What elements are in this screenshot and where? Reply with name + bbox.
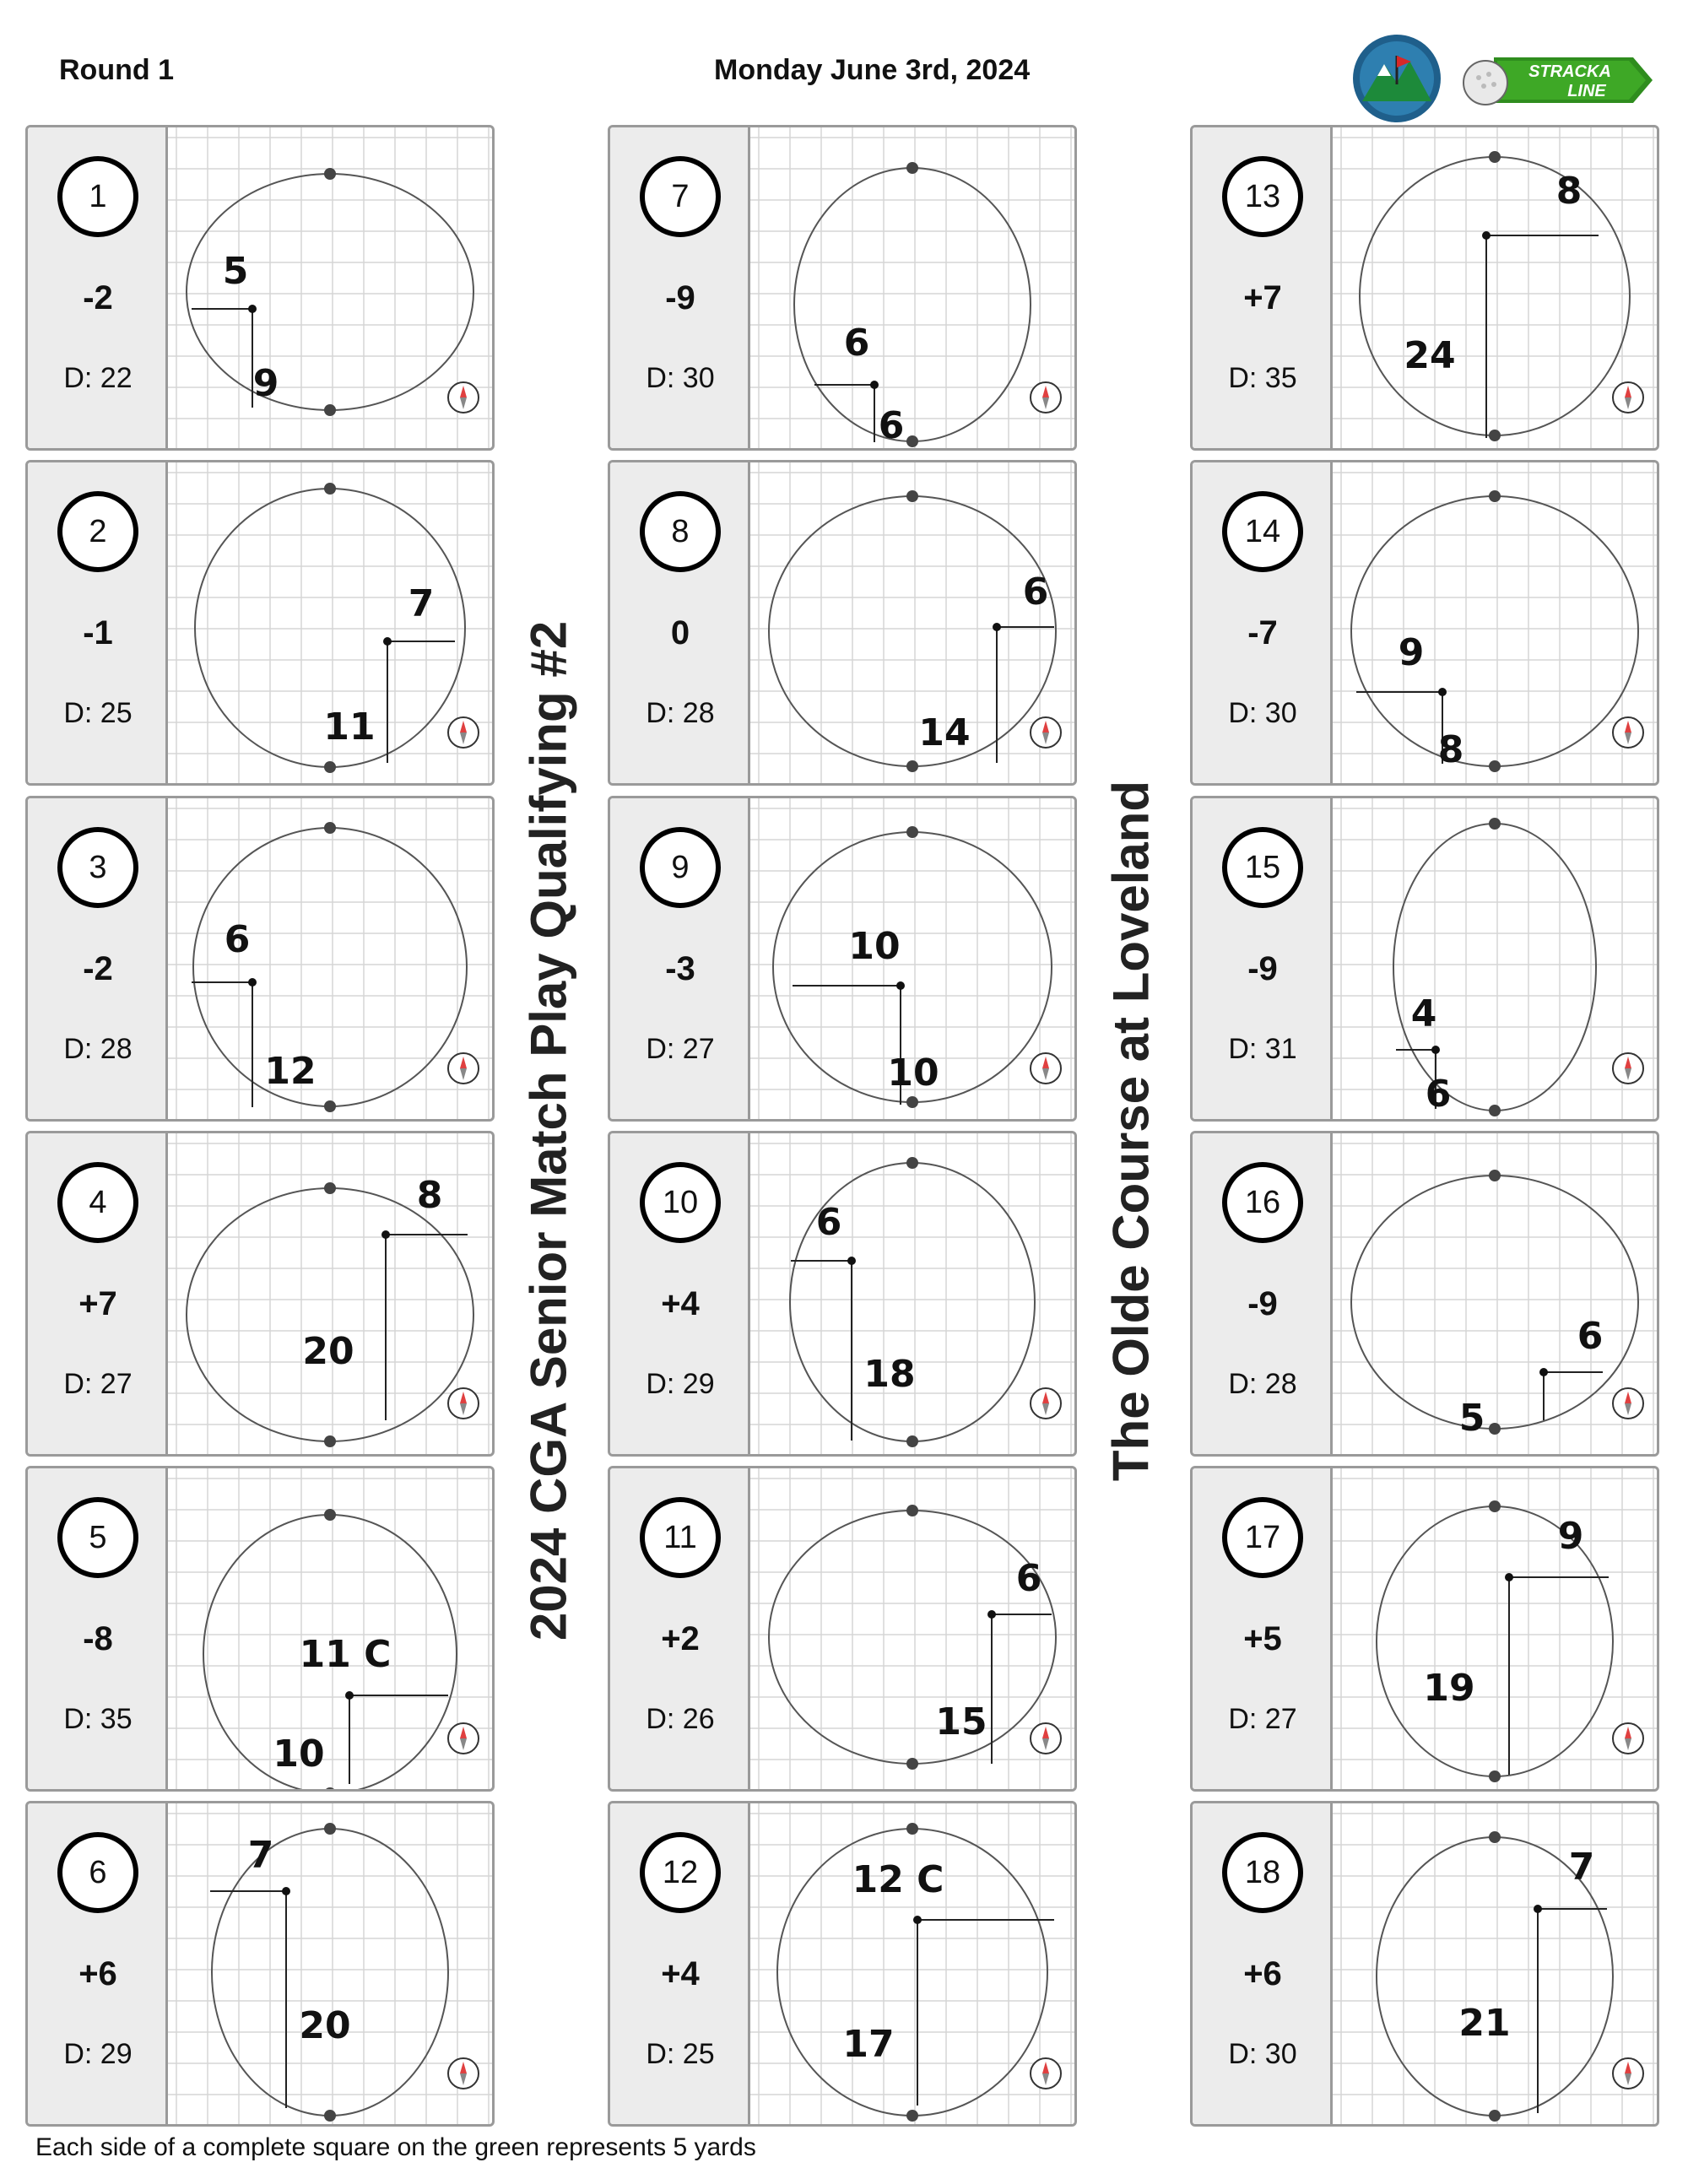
compass-icon — [1031, 1053, 1061, 1084]
green-top-marker — [906, 490, 918, 502]
pin-position: -9 — [665, 279, 695, 316]
green-depth: D: 27 — [1228, 1703, 1297, 1735]
green-bottom-marker — [906, 2110, 918, 2122]
green-diagram — [168, 1468, 492, 1789]
hole-card-7 — [608, 125, 1077, 451]
green-top-marker — [906, 1157, 918, 1169]
green-depth: D: 29 — [63, 2038, 133, 2070]
green-bottom-marker — [906, 1435, 918, 1447]
hole-info-panel — [610, 1133, 750, 1454]
side-distance-label: 9 — [1398, 631, 1425, 674]
green-top-marker — [1489, 1500, 1501, 1512]
green-outline — [187, 1188, 473, 1441]
green-grid — [750, 1133, 1074, 1454]
side-distance-label: 6 — [224, 918, 251, 961]
green-top-marker — [906, 162, 918, 174]
green-bottom-marker — [1489, 760, 1501, 772]
green-diagram — [168, 462, 492, 783]
compass-icon — [1031, 717, 1061, 748]
hole-card-11 — [608, 1466, 1077, 1792]
green-diagram — [1333, 1133, 1657, 1454]
hole-number: 17 — [1222, 1497, 1303, 1578]
green-diagram — [1333, 127, 1657, 448]
green-bottom-marker — [1489, 1770, 1501, 1782]
green-diagram — [750, 1803, 1074, 2124]
hole-number: 12 — [640, 1832, 721, 1913]
compass-icon — [1613, 1723, 1643, 1754]
pin-position: -8 — [83, 1620, 113, 1657]
green-depth: D: 30 — [1228, 697, 1297, 729]
green-outline — [1351, 496, 1638, 766]
green-diagram — [168, 1133, 492, 1454]
hole-info-panel — [1193, 1133, 1333, 1454]
pin-location-marker — [1482, 231, 1491, 240]
hole-card-9 — [608, 796, 1077, 1122]
green-diagram — [168, 798, 492, 1119]
hole-card-14 — [1190, 460, 1659, 786]
pin-position: -9 — [1247, 1285, 1278, 1322]
front-distance-label: 11 — [323, 705, 376, 749]
green-top-marker — [324, 1182, 336, 1194]
green-bottom-marker — [324, 2110, 336, 2122]
pin-position: +6 — [1243, 1955, 1282, 1992]
green-bottom-marker — [324, 1435, 336, 1447]
hole-number: 8 — [640, 491, 721, 572]
pin-position: +4 — [661, 1955, 700, 1992]
compass-icon — [448, 1053, 479, 1084]
hole-card-15 — [1190, 796, 1659, 1122]
green-grid — [168, 1803, 492, 2124]
pin-position: -1 — [83, 614, 113, 651]
green-diagram — [750, 798, 1074, 1119]
hole-card-4 — [25, 1131, 495, 1457]
green-bottom-marker — [906, 1096, 918, 1108]
hole-info-panel — [28, 1468, 168, 1789]
compass-icon — [448, 1723, 479, 1754]
hole-card-17 — [1190, 1466, 1659, 1792]
green-bottom-marker — [906, 1758, 918, 1770]
green-grid — [168, 798, 492, 1119]
hole-info-panel — [610, 798, 750, 1119]
green-depth: D: 28 — [1228, 1368, 1297, 1400]
green-diagram — [168, 127, 492, 448]
green-top-marker — [324, 1823, 336, 1835]
hole-number: 15 — [1222, 827, 1303, 908]
compass-icon — [1613, 1053, 1643, 1084]
green-outline — [794, 168, 1031, 441]
hole-card-2 — [25, 460, 495, 786]
green-grid — [1333, 127, 1657, 448]
green-grid — [750, 127, 1074, 448]
front-distance-label: 10 — [273, 1733, 325, 1776]
green-depth: D: 27 — [646, 1033, 715, 1065]
pin-location-marker — [896, 981, 905, 990]
compass-icon — [448, 717, 479, 748]
side-distance-label: 8 — [416, 1174, 443, 1217]
pin-location-marker — [847, 1257, 856, 1265]
hole-card-12 — [608, 1801, 1077, 2127]
green-diagram — [1333, 1468, 1657, 1789]
hole-number: 6 — [57, 1832, 138, 1913]
pin-position: +5 — [1243, 1620, 1282, 1657]
green-depth: D: 28 — [646, 697, 715, 729]
side-distance-label: 12 C — [852, 1858, 944, 1901]
green-grid — [750, 462, 1074, 783]
green-top-marker — [324, 822, 336, 834]
pin-position: +7 — [78, 1285, 117, 1322]
front-distance-label: 8 — [1437, 728, 1464, 771]
compass-icon — [1613, 382, 1643, 413]
side-distance-label: 10 — [848, 925, 901, 968]
hole-info-panel — [28, 798, 168, 1119]
green-bottom-marker — [324, 404, 336, 416]
front-distance-label: 15 — [935, 1700, 987, 1743]
front-distance-label: 9 — [252, 362, 279, 405]
side-distance-label: 5 — [222, 250, 249, 293]
compass-icon — [448, 1388, 479, 1419]
hole-number: 2 — [57, 491, 138, 572]
hole-card-13 — [1190, 125, 1659, 451]
side-distance-label: 7 — [1568, 1846, 1595, 1889]
pin-location-marker — [1438, 688, 1447, 696]
compass-icon — [1031, 382, 1061, 413]
hole-info-panel — [1193, 1803, 1333, 2124]
pin-position: -7 — [1247, 614, 1278, 651]
front-distance-label: 12 — [264, 1050, 316, 1093]
pin-location-marker — [1534, 1905, 1542, 1913]
green-diagram — [1333, 798, 1657, 1119]
hole-info-panel — [610, 1803, 750, 2124]
event-date: Monday June 3rd, 2024 — [714, 54, 1031, 86]
hole-info-panel — [1193, 462, 1333, 783]
green-depth: D: 26 — [646, 1703, 715, 1735]
green-bottom-marker — [906, 435, 918, 447]
green-grid — [1333, 798, 1657, 1119]
green-outline — [769, 496, 1056, 766]
compass-icon — [1031, 2058, 1061, 2089]
side-distance-label: 6 — [1015, 1557, 1042, 1600]
hole-card-3 — [25, 796, 495, 1122]
compass-icon — [1613, 717, 1643, 748]
hole-number: 1 — [57, 156, 138, 237]
green-bottom-marker — [324, 1100, 336, 1112]
hole-info-panel — [610, 127, 750, 448]
side-distance-label: 7 — [408, 582, 435, 625]
pin-position: +4 — [661, 1285, 700, 1322]
pin-location-marker — [248, 305, 257, 313]
side-distance-label: 11 C — [299, 1633, 392, 1676]
green-bottom-marker — [1489, 2110, 1501, 2122]
hole-info-panel — [28, 1133, 168, 1454]
front-distance-label: 19 — [1423, 1667, 1475, 1710]
hole-info-panel — [28, 462, 168, 783]
pin-location-marker — [381, 1230, 390, 1239]
hole-info-panel — [610, 462, 750, 783]
front-distance-label: 17 — [842, 2023, 895, 2066]
pin-location-marker — [870, 381, 879, 389]
pin-position: +2 — [661, 1620, 700, 1657]
hole-card-10 — [608, 1131, 1077, 1457]
green-top-marker — [324, 483, 336, 495]
green-diagram — [750, 127, 1074, 448]
green-depth: D: 35 — [1228, 362, 1297, 394]
event-title: 2024 CGA Senior Match Play Qualifying #2 — [520, 620, 577, 1641]
green-depth: D: 31 — [1228, 1033, 1297, 1065]
pin-location-marker — [1539, 1368, 1548, 1376]
hole-number: 10 — [640, 1162, 721, 1243]
hole-number: 13 — [1222, 156, 1303, 237]
pin-location-marker — [383, 637, 392, 646]
pin-position: -2 — [83, 279, 113, 316]
green-outline — [769, 1511, 1056, 1764]
hole-card-1 — [25, 125, 495, 451]
green-top-marker — [1489, 490, 1501, 502]
pin-location-marker — [993, 623, 1001, 631]
pin-position: -2 — [83, 950, 113, 987]
hole-number: 5 — [57, 1497, 138, 1578]
green-bottom-marker — [1489, 430, 1501, 441]
hole-number: 11 — [640, 1497, 721, 1578]
hole-number: 7 — [640, 156, 721, 237]
green-outline — [1393, 824, 1596, 1111]
front-distance-label: 10 — [887, 1051, 939, 1095]
green-bottom-marker — [1489, 1105, 1501, 1116]
stracka-line-logo-icon — [1460, 52, 1654, 108]
side-distance-label: 4 — [1410, 992, 1437, 1035]
green-bottom-marker — [906, 760, 918, 772]
green-diagram — [168, 1803, 492, 2124]
compass-icon — [1613, 1388, 1643, 1419]
pin-location-marker — [1431, 1046, 1440, 1054]
footer-note: Each side of a complete square on the green represents 5 yards — [35, 2133, 756, 2161]
green-diagram — [1333, 1803, 1657, 2124]
compass-icon — [448, 382, 479, 413]
green-outline — [1351, 1176, 1638, 1429]
green-depth: D: 22 — [63, 362, 133, 394]
green-diagram — [1333, 462, 1657, 783]
side-distance-label: 8 — [1555, 170, 1582, 213]
green-depth: D: 28 — [63, 1033, 133, 1065]
front-distance-label: 21 — [1458, 2002, 1511, 2045]
green-top-marker — [324, 1509, 336, 1521]
green-outline — [1360, 157, 1630, 435]
pin-position: +7 — [1243, 279, 1282, 316]
green-depth: D: 25 — [63, 697, 133, 729]
green-grid — [750, 1803, 1074, 2124]
hole-info-panel — [28, 127, 168, 448]
side-distance-label: 7 — [247, 1834, 274, 1877]
pin-position: 0 — [670, 614, 690, 651]
green-diagram — [750, 1468, 1074, 1789]
green-top-marker — [1489, 151, 1501, 163]
side-distance-label: 6 — [843, 322, 870, 365]
green-bottom-marker — [1489, 1423, 1501, 1435]
front-distance-label: 20 — [302, 1330, 354, 1373]
side-distance-label: 6 — [1022, 570, 1049, 614]
green-depth: D: 30 — [646, 362, 715, 394]
green-depth: D: 27 — [63, 1368, 133, 1400]
green-top-marker — [906, 1823, 918, 1835]
hole-info-panel — [28, 1803, 168, 2124]
side-distance-label: 9 — [1557, 1515, 1584, 1558]
pin-position: -9 — [1247, 950, 1278, 987]
svg-text:STRACKA: STRACKA — [1528, 62, 1611, 81]
side-distance-label: 6 — [815, 1201, 842, 1244]
green-grid — [168, 1133, 492, 1454]
green-diagram — [750, 462, 1074, 783]
front-distance-label: 5 — [1458, 1397, 1485, 1440]
pin-position: -3 — [665, 950, 695, 987]
compass-icon — [1031, 1723, 1061, 1754]
green-bottom-marker — [324, 761, 336, 773]
front-distance-label: 18 — [863, 1353, 916, 1396]
hole-card-18 — [1190, 1801, 1659, 2127]
pin-location-marker — [282, 1887, 290, 1895]
compass-icon — [1031, 1388, 1061, 1419]
green-bottom-marker — [324, 1787, 336, 1789]
green-top-marker — [1489, 818, 1501, 830]
green-top-marker — [906, 826, 918, 838]
side-distance-label: 6 — [1577, 1315, 1604, 1358]
hole-info-panel — [610, 1468, 750, 1789]
hole-number: 3 — [57, 827, 138, 908]
cga-logo-icon — [1350, 32, 1443, 125]
green-diagram — [750, 1133, 1074, 1454]
pin-position: +6 — [78, 1955, 117, 1992]
pin-location-marker — [913, 1916, 922, 1924]
front-distance-label: 20 — [299, 2004, 351, 2047]
front-distance-label: 6 — [878, 404, 905, 447]
green-depth: D: 25 — [646, 2038, 715, 2070]
green-top-marker — [906, 1505, 918, 1516]
hole-number: 4 — [57, 1162, 138, 1243]
green-top-marker — [1489, 1170, 1501, 1181]
green-top-marker — [324, 168, 336, 180]
green-depth: D: 29 — [646, 1368, 715, 1400]
hole-number: 16 — [1222, 1162, 1303, 1243]
course-name: The Olde Course at Loveland — [1102, 780, 1160, 1482]
compass-icon — [448, 2058, 479, 2089]
pin-location-marker — [1505, 1573, 1513, 1581]
compass-icon — [1613, 2058, 1643, 2089]
hole-card-16 — [1190, 1131, 1659, 1457]
hole-info-panel — [1193, 127, 1333, 448]
hole-number: 9 — [640, 827, 721, 908]
hole-info-panel — [1193, 798, 1333, 1119]
svg-text:LINE: LINE — [1567, 82, 1606, 100]
round-label: Round 1 — [59, 54, 174, 86]
hole-number: 18 — [1222, 1832, 1303, 1913]
front-distance-label: 6 — [1425, 1073, 1452, 1116]
front-distance-label: 14 — [918, 711, 971, 754]
green-top-marker — [1489, 1831, 1501, 1843]
pin-location-marker — [248, 978, 257, 987]
green-grid — [1333, 462, 1657, 783]
hole-card-5 — [25, 1466, 495, 1792]
hole-card-8 — [608, 460, 1077, 786]
pin-location-marker — [987, 1610, 996, 1619]
green-grid — [1333, 1468, 1657, 1789]
green-depth: D: 35 — [63, 1703, 133, 1735]
front-distance-label: 24 — [1404, 334, 1456, 377]
hole-info-panel — [1193, 1468, 1333, 1789]
hole-number: 14 — [1222, 491, 1303, 572]
pin-location-marker — [345, 1691, 354, 1700]
hole-card-6 — [25, 1801, 495, 2127]
green-grid — [1333, 1803, 1657, 2124]
green-depth: D: 30 — [1228, 2038, 1297, 2070]
